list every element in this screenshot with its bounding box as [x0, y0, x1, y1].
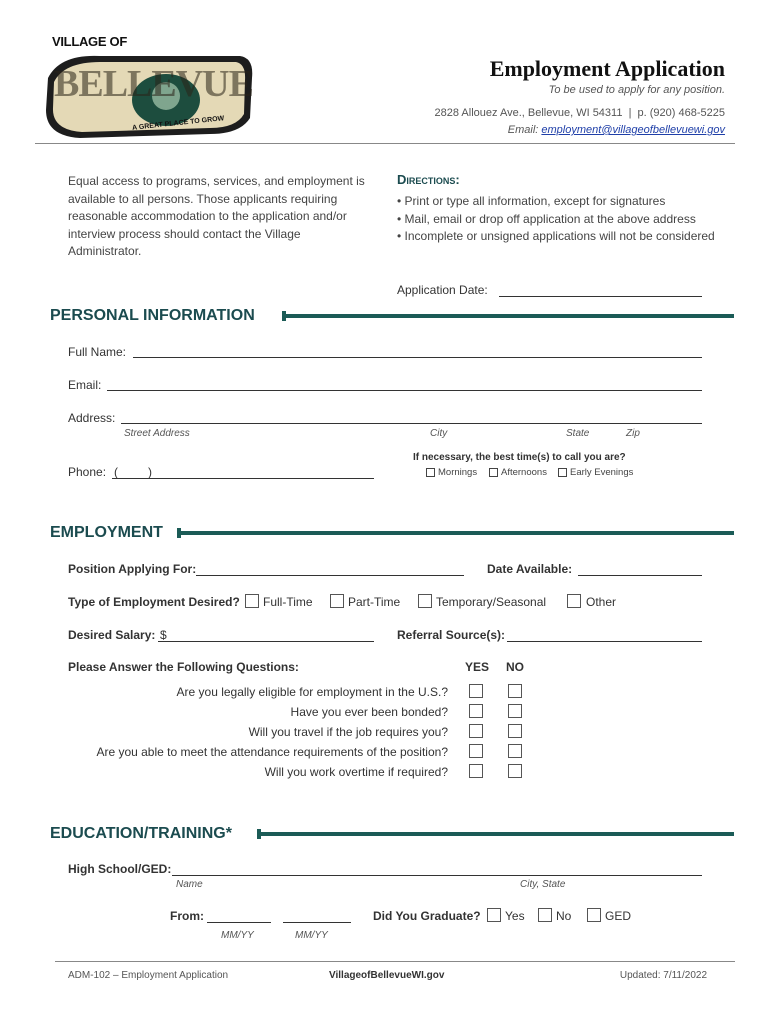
- part-time-label: Part-Time: [348, 595, 401, 609]
- equal-access-text: Equal access to programs, services, and employment is available to all persons. Those applicants requiring reasonable accommodation to the application and/or interview process should contact the Village Administrator.: [68, 174, 365, 258]
- email-line: [508, 124, 725, 136]
- checkbox-other[interactable]: [567, 594, 581, 608]
- directions-title: Directions:: [397, 172, 460, 187]
- from-mmyy-caption: MM/YY: [221, 930, 254, 941]
- state-caption: State: [566, 428, 590, 439]
- checkbox-yes[interactable]: [469, 704, 483, 718]
- form-subtitle: To be used to apply for any position.: [548, 84, 725, 96]
- grad-no-label: No: [556, 909, 572, 923]
- city-state-caption: City, State: [520, 879, 566, 890]
- application-date-label: Application Date:: [397, 283, 488, 297]
- date-available-field[interactable]: [578, 575, 702, 576]
- checkbox-temporary-seasonal[interactable]: [418, 594, 432, 608]
- question-text: Are you able to meet the attendance requirements of the position?: [96, 745, 448, 759]
- checkbox-mornings[interactable]: [426, 468, 435, 477]
- referral-source-label: Referral Source(s):: [397, 628, 506, 642]
- header-divider: [35, 143, 735, 144]
- footer-divider: [55, 961, 735, 962]
- email-label: Email:: [68, 378, 102, 392]
- address-field[interactable]: [121, 423, 702, 424]
- no-header: NO: [506, 660, 524, 674]
- section-bar: [282, 314, 734, 318]
- footer-form-id: ADM-102 – Employment Application: [68, 970, 229, 981]
- checkbox-no[interactable]: [508, 684, 522, 698]
- question-text: Are you legally eligible for employment in the U.S.?: [176, 685, 448, 699]
- checkbox-no[interactable]: [508, 764, 522, 778]
- school-name-caption: Name: [176, 879, 203, 890]
- checkbox-yes[interactable]: [469, 724, 483, 738]
- street-address-caption: Street Address: [124, 428, 190, 439]
- position-field[interactable]: [196, 575, 464, 576]
- yes-header: YES: [465, 660, 490, 674]
- temporary-seasonal-label: Temporary/Seasonal: [436, 595, 547, 609]
- checkbox-grad-yes[interactable]: [487, 908, 501, 922]
- footer-updated: Updated: 7/11/2022: [619, 970, 707, 981]
- village-logo: [40, 34, 255, 142]
- checkbox-yes[interactable]: [469, 764, 483, 778]
- logo-tagline: A GREAT PLACE TO GROW: [131, 115, 225, 132]
- address-label: Address:: [68, 411, 116, 425]
- graduate-label: Did You Graduate?: [373, 909, 481, 923]
- checkbox-afternoons[interactable]: [489, 468, 498, 477]
- directions-list: [397, 193, 715, 246]
- high-school-field[interactable]: [172, 875, 702, 876]
- direction-item: • Print or type all information, except for signatures: [397, 194, 666, 208]
- section-title-education: EDUCATION/TRAINING*: [50, 825, 232, 842]
- best-time-label: If necessary, the best time(s) to call you are?: [413, 452, 626, 463]
- checkbox-yes[interactable]: [469, 684, 483, 698]
- footer-website[interactable]: VillageofBellevueWI.gov: [329, 970, 445, 981]
- to-date-field[interactable]: [283, 922, 351, 923]
- checkbox-part-time[interactable]: [330, 594, 344, 608]
- checkbox-no[interactable]: [508, 744, 522, 758]
- checkbox-full-time[interactable]: [245, 594, 259, 608]
- checkbox-grad-no[interactable]: [538, 908, 552, 922]
- checkbox-no[interactable]: [508, 704, 522, 718]
- phone-field[interactable]: [112, 478, 374, 479]
- question-text: Will you work overtime if required?: [264, 765, 448, 779]
- checkbox-early-evenings[interactable]: [558, 468, 567, 477]
- checkbox-grad-ged[interactable]: [587, 908, 601, 922]
- grad-yes-label: Yes: [505, 909, 525, 923]
- question-text: Will you travel if the job requires you?: [248, 725, 448, 739]
- employment-type-label: Type of Employment Desired?: [68, 595, 240, 609]
- position-label: Position Applying For:: [68, 562, 197, 576]
- phone-area-code: ( ): [114, 465, 152, 479]
- desired-salary-field[interactable]: [158, 641, 374, 642]
- referral-source-field[interactable]: [507, 641, 702, 642]
- from-date-field[interactable]: [207, 922, 271, 923]
- form-title: Employment Application: [489, 56, 725, 81]
- application-date-field[interactable]: [499, 296, 702, 297]
- city-caption: City: [430, 428, 448, 439]
- direction-item: • Incomplete or unsigned applications will not be considered: [397, 229, 715, 243]
- salary-symbol: $: [160, 628, 167, 642]
- mornings-label: Mornings: [438, 467, 478, 478]
- checkbox-yes[interactable]: [469, 744, 483, 758]
- afternoons-label: Afternoons: [501, 467, 547, 478]
- zip-caption: Zip: [626, 428, 640, 439]
- direction-item: • Mail, email or drop off application at the above address: [397, 211, 696, 226]
- early-evenings-label: Early Evenings: [570, 467, 634, 478]
- section-title-personal: PERSONAL INFORMATION: [50, 307, 255, 324]
- address-line: 2828 Allouez Ave., Bellevue, WI 54311 | p. (920) 468-5225: [434, 107, 725, 119]
- full-name-label: Full Name:: [68, 345, 127, 359]
- full-time-label: Full-Time: [263, 595, 313, 609]
- full-name-field[interactable]: [133, 357, 702, 358]
- section-title-employment: EMPLOYMENT: [50, 524, 163, 541]
- checkbox-no[interactable]: [508, 724, 522, 738]
- date-available-label: Date Available:: [487, 562, 573, 576]
- email-link[interactable]: employment@villageofbellevuewi.gov: [541, 124, 725, 136]
- email-label: Email:: [507, 124, 542, 136]
- to-mmyy-caption: MM/YY: [295, 930, 328, 941]
- question-text: Have you ever been bonded?: [290, 705, 448, 719]
- from-label: From:: [170, 909, 204, 923]
- logo-top-text: VILLAGE OF: [52, 34, 128, 49]
- questions-label: Please Answer the Following Questions:: [68, 660, 299, 674]
- grad-ged-label: GED: [605, 909, 632, 923]
- section-bar: [177, 531, 734, 535]
- logo-main-text: BELLEVUE: [54, 63, 253, 105]
- other-label: Other: [586, 595, 617, 609]
- section-bar: [257, 832, 734, 836]
- high-school-label: High School/GED:: [68, 862, 172, 876]
- desired-salary-label: Desired Salary:: [68, 628, 156, 642]
- email-field[interactable]: [107, 390, 702, 391]
- phone-label: Phone:: [68, 465, 107, 479]
